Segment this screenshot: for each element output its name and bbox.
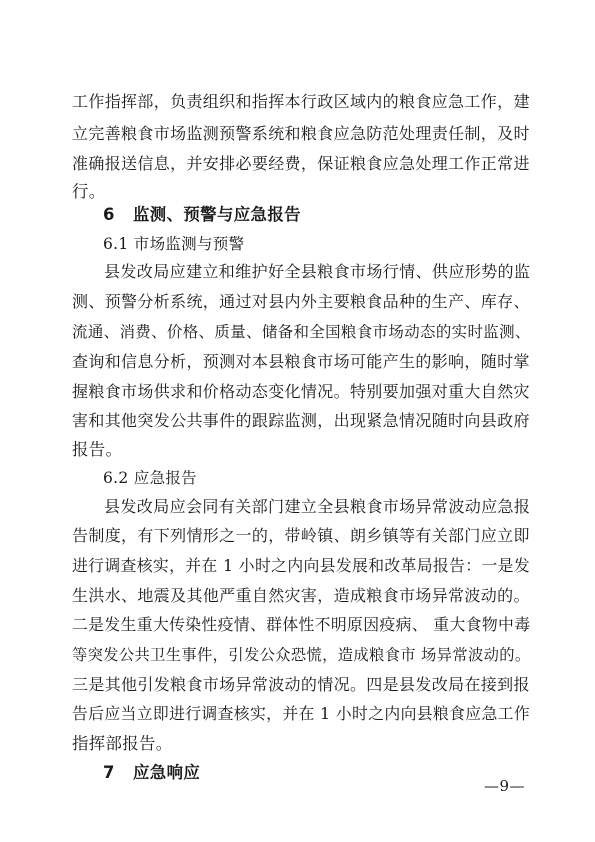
paragraph-line: 指挥部报告。 [72,734,173,753]
paragraph-line: 准确报送信息，并安排必要经费，保证粮食应急处理工作正常进 [72,154,530,173]
paragraph-line: 告后应当立即进行调查核实，并在 1 小时之内向县粮食应急工作 [72,704,530,723]
section-heading [103,763,200,783]
paragraph-line: 报告。 [72,440,123,459]
paragraph-line: 三是其他引发粮食市场异常波动的情况。四是县发改局在接到报 [72,675,530,694]
subsection-heading: 6.1 市场监测与预警 [103,235,245,253]
paragraph-line: 行。 [72,182,106,201]
paragraph-line: 害和其他突发公共事件的跟踪监测，出现紧急情况随时向县政府 [72,411,530,430]
paragraph-line: 流通、消费、价格、质量、储备和全国粮食市场动态的实时监测、 [72,323,531,341]
paragraph-line: 等突发公共卫生事件，引发公众恐慌，造成粮食市 场异常波动的。 [72,646,531,664]
paragraph-line: 县发改局应建立和维护好全县粮食市场行情、供应形势的监 [104,262,531,281]
section-title: 监测、预警与应急报告 [133,205,301,224]
subsection-heading: 6.2 应急报告 [103,469,197,487]
paragraph-line: 工作指挥部，负责组织和指挥本行政区域内的粮食应急工作，建 [72,92,530,111]
section-number: 6 [103,205,115,224]
paragraph-line: 测、预警分析系统，通过对县内外主要粮食品种的生产、库存、 [72,292,530,311]
paragraph-line: 二是发生重大传染性疫情、群体性不明原因疫病、 重大食物中毒 [72,615,531,634]
paragraph-line: 告制度，有下列情形之一的，带岭镇、朗乡镇等有关部门应立即 [72,526,530,545]
paragraph-line: 县发改局应会同有关部门建立全县粮食市场异常波动应急报 [104,497,531,516]
section-number: 7 [103,763,115,782]
paragraph-line: 进行调查核实，并在 1 小时之内向县发展和改革局报告：一是发 [72,556,530,575]
paragraph-line: 查询和信息分析，预测对本县粮食市场可能产生的影响，随时掌 [72,352,530,371]
section-title: 应急响应 [133,763,201,782]
paragraph-line: 握粮食市场供求和价格动态变化情况。特别要加强对重大自然灾 [72,382,530,401]
paragraph-line: 生洪水、地震及其他严重自然灾害，造成粮食市场异常波动的。 [72,586,530,605]
page-number: —9— [483,777,525,795]
paragraph-line: 立完善粮食市场监测预警系统和粮食应急防范处理责任制，及时 [72,124,530,143]
section-heading [103,205,301,225]
